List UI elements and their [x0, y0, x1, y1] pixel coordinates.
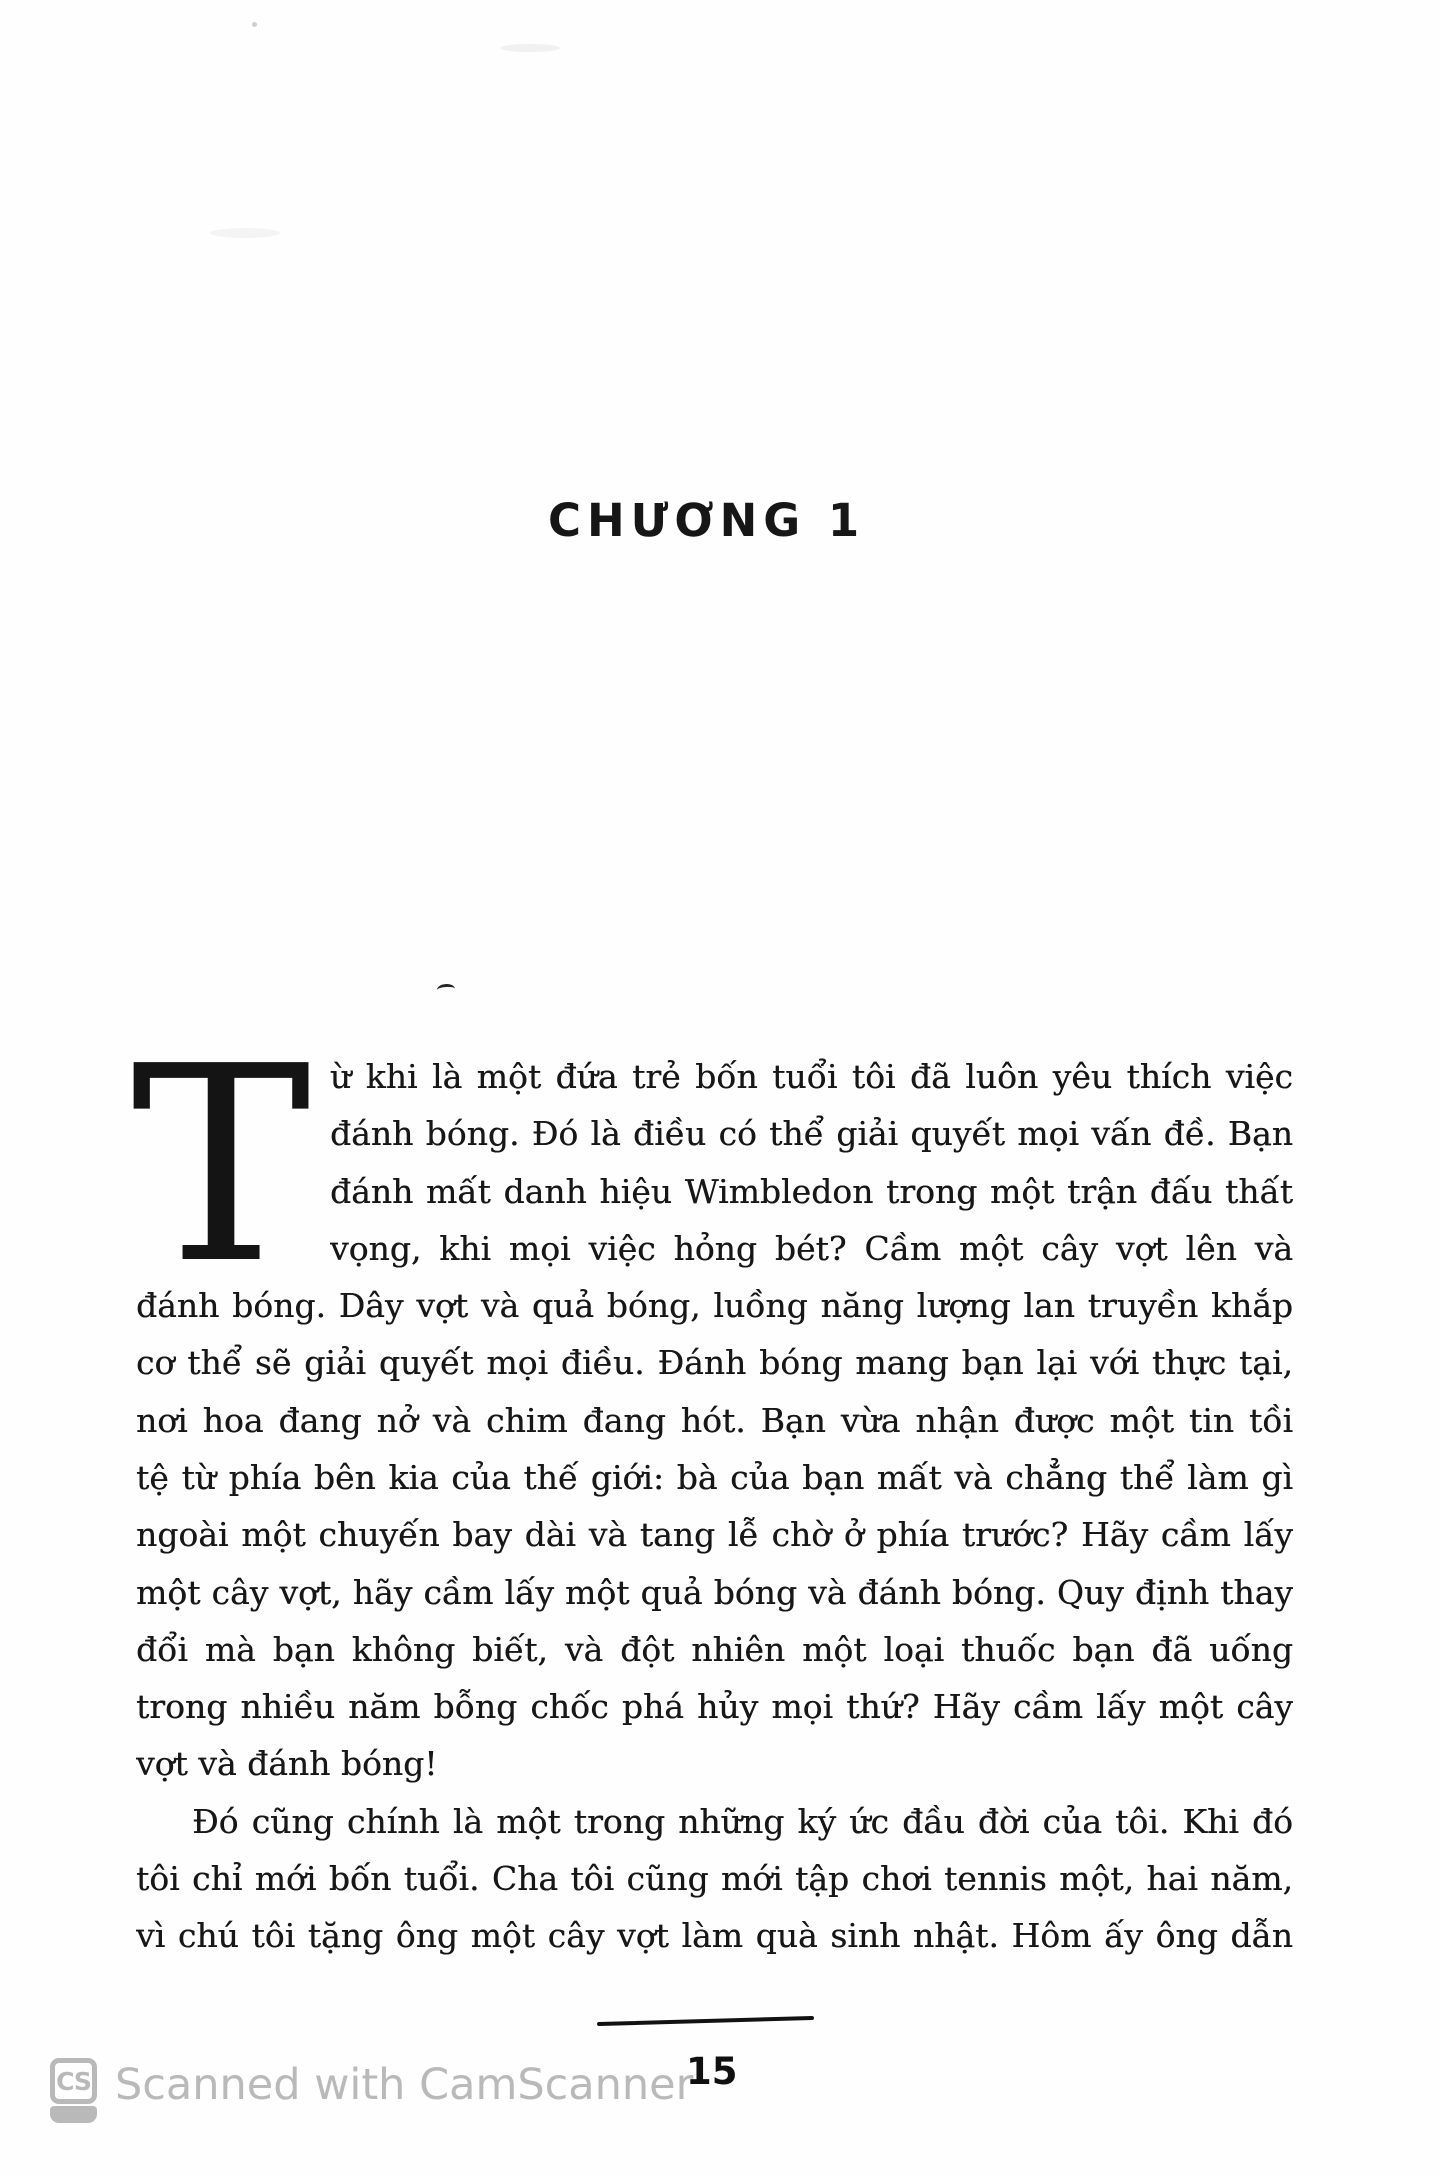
body-line: nơi hoa đang nở và chim đang hót. Bạn vừa nhận được một tin tồi [136, 1401, 1293, 1440]
footer-divider [597, 2016, 814, 2026]
scan-artifact [437, 983, 456, 995]
body-line: vợt và đánh bóng! [136, 1744, 438, 1783]
body-line: cơ thể sẽ giải quyết mọi điều. Đánh bóng mang bạn lại với thực tại, [136, 1343, 1293, 1382]
body-line: Đó cũng chính là một trong những ký ức đầu đời của tôi. Khi đó [192, 1802, 1293, 1841]
page-number: 15 [686, 2050, 738, 2093]
body-line: đánh bóng. Đó là điều có thể giải quyết mọi vấn đề. Bạn [330, 1114, 1293, 1153]
scan-smudge [210, 228, 280, 238]
body-line: tôi chỉ mới bốn tuổi. Cha tôi cũng mới tập chơi tennis một, hai năm, [136, 1859, 1293, 1898]
chapter-title: CHƯƠNG 1 [548, 494, 866, 547]
body-line: ừ khi là một đứa trẻ bốn tuổi tôi đã luôn yêu thích việc [330, 1057, 1293, 1096]
camscanner-watermark [50, 2058, 693, 2126]
body-line: trong nhiều năm bỗng chốc phá hủy mọi thứ? Hãy cầm lấy một cây [136, 1687, 1293, 1726]
body-line: một cây vợt, hãy cầm lấy một quả bóng và đánh bóng. Quy định thay [136, 1573, 1293, 1612]
scan-smudge [500, 44, 560, 52]
camscanner-logo-icon [50, 2058, 97, 2126]
camscanner-logo-text: CS [56, 2066, 91, 2096]
scan-speck [252, 22, 257, 27]
body-line: ngoài một chuyến bay dài và tang lễ chờ ở phía trước? Hãy cầm lấy [136, 1515, 1293, 1554]
camscanner-logo-bar [50, 2106, 97, 2123]
body-line: vọng, khi mọi việc hỏng bét? Cầm một cây vợt lên và [330, 1229, 1293, 1268]
body-line: vì chú tôi tặng ông một cây vợt làm quà sinh nhật. Hôm ấy ông dẫn [136, 1916, 1293, 1955]
body-line: đổi mà bạn không biết, và đột nhiên một loại thuốc bạn đã uống [136, 1630, 1293, 1669]
watermark-label: Scanned with CamScanner [115, 2060, 694, 2110]
body-line: đánh bóng. Dây vợt và quả bóng, luồng năng lượng lan truyền khắp [136, 1286, 1293, 1325]
drop-cap-letter: T [131, 1008, 312, 1323]
body-line: tệ từ phía bên kia của thế giới: bà của bạn mất và chẳng thể làm gì [136, 1458, 1293, 1497]
body-line: đánh mất danh hiệu Wimbledon trong một trận đấu thất [330, 1172, 1293, 1211]
